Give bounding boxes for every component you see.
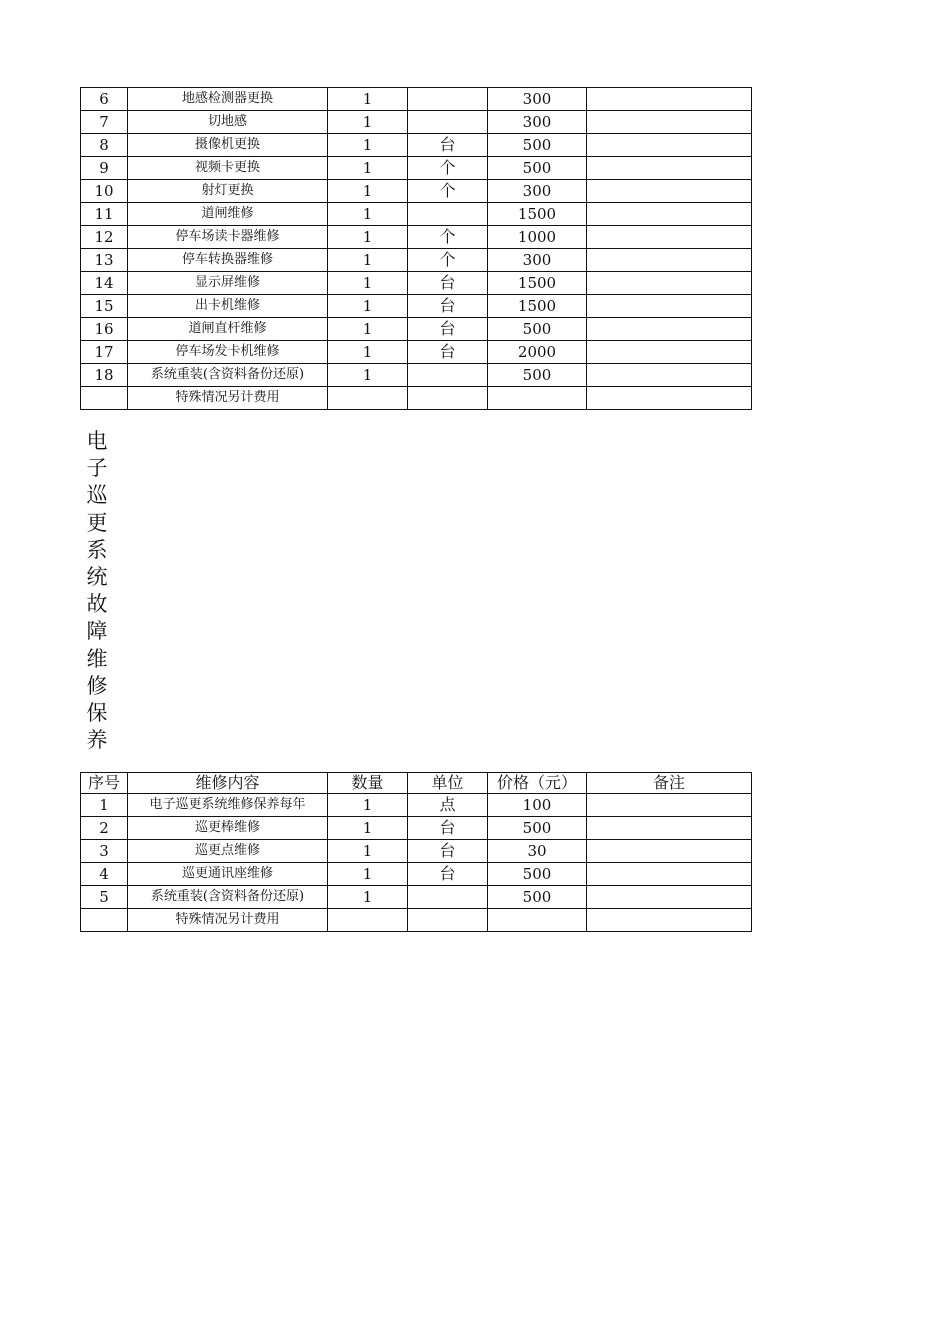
section-title-char: 电	[86, 429, 108, 453]
table-row	[81, 157, 752, 180]
section-title-char: 子	[86, 456, 108, 481]
remark	[587, 272, 752, 295]
quantity	[328, 387, 408, 410]
unit: 台	[408, 840, 488, 863]
price: 300	[488, 180, 587, 203]
quantity: 1	[328, 88, 408, 111]
price: 300	[488, 249, 587, 272]
item-description: 道闸维修	[128, 203, 328, 226]
remark	[587, 157, 752, 180]
quantity: 1	[328, 817, 408, 840]
row-number: 8	[81, 134, 128, 157]
unit: 个	[408, 249, 488, 272]
item-description: 摄像机更换	[128, 134, 328, 157]
row-number	[81, 387, 128, 410]
price: 1500	[488, 272, 587, 295]
item-description: 系统重装(含资料备份还原)	[128, 364, 328, 387]
price	[488, 387, 587, 410]
remark	[587, 794, 752, 817]
section-title-char: 更	[86, 510, 108, 535]
quantity: 1	[328, 203, 408, 226]
price: 500	[488, 364, 587, 387]
section-title-char: 障	[86, 619, 108, 644]
price: 1000	[488, 226, 587, 249]
quantity: 1	[328, 111, 408, 134]
unit: 台	[408, 863, 488, 886]
unit: 个	[408, 157, 488, 180]
unit: 台	[408, 295, 488, 318]
remark	[587, 295, 752, 318]
table-row	[81, 88, 752, 111]
table-row	[81, 364, 752, 387]
quantity: 1	[328, 180, 408, 203]
header-item: 维修内容	[128, 773, 328, 794]
section-title-char: 修	[86, 673, 108, 698]
table-row	[81, 226, 752, 249]
section-title-char: 系	[86, 537, 108, 562]
row-number: 17	[81, 341, 128, 364]
row-number: 2	[81, 817, 128, 840]
row-number: 4	[81, 863, 128, 886]
item-description: 停车转换器维修	[128, 249, 328, 272]
row-number: 14	[81, 272, 128, 295]
price: 2000	[488, 341, 587, 364]
unit: 个	[408, 180, 488, 203]
price: 100	[488, 794, 587, 817]
remark	[587, 909, 752, 932]
unit	[408, 364, 488, 387]
item-description: 停车场发卡机维修	[128, 341, 328, 364]
remark	[587, 134, 752, 157]
table-row	[81, 387, 752, 410]
price: 500	[488, 318, 587, 341]
unit	[408, 909, 488, 932]
section-title-char: 维	[86, 646, 108, 671]
item-description: 特殊情况另计费用	[128, 909, 328, 932]
quantity: 1	[328, 318, 408, 341]
item-description: 出卡机维修	[128, 295, 328, 318]
item-description: 巡更棒维修	[128, 817, 328, 840]
header-price: 价格（元）	[488, 773, 587, 794]
table-row	[81, 817, 752, 840]
unit: 点	[408, 794, 488, 817]
table-header-row	[81, 773, 752, 794]
row-number: 11	[81, 203, 128, 226]
quantity: 1	[328, 364, 408, 387]
table-row	[81, 295, 752, 318]
header-unit: 单位	[408, 773, 488, 794]
header-number: 序号	[81, 773, 128, 794]
item-description: 电子巡更系统维修保养每年	[128, 794, 328, 817]
unit: 个	[408, 226, 488, 249]
unit: 台	[408, 318, 488, 341]
row-number: 18	[81, 364, 128, 387]
item-description: 视频卡更换	[128, 157, 328, 180]
remark	[587, 886, 752, 909]
row-number: 3	[81, 840, 128, 863]
remark	[587, 364, 752, 387]
row-number: 12	[81, 226, 128, 249]
remark	[587, 180, 752, 203]
quantity: 1	[328, 157, 408, 180]
table-row	[81, 134, 752, 157]
item-description: 道闸直杆维修	[128, 318, 328, 341]
quantity: 1	[328, 886, 408, 909]
price: 300	[488, 88, 587, 111]
remark	[587, 840, 752, 863]
row-number: 7	[81, 111, 128, 134]
section-title-char: 统	[86, 565, 108, 590]
unit	[408, 88, 488, 111]
row-number: 6	[81, 88, 128, 111]
price: 500	[488, 886, 587, 909]
item-description: 巡更点维修	[128, 840, 328, 863]
quantity: 1	[328, 226, 408, 249]
table-row	[81, 318, 752, 341]
remark	[587, 249, 752, 272]
table-row	[81, 840, 752, 863]
unit: 台	[408, 817, 488, 840]
row-number: 10	[81, 180, 128, 203]
row-number	[81, 909, 128, 932]
table-row	[81, 180, 752, 203]
item-description: 地感检测器更换	[128, 88, 328, 111]
section-title	[84, 428, 110, 754]
quantity: 1	[328, 272, 408, 295]
price: 500	[488, 157, 587, 180]
table-row	[81, 863, 752, 886]
section-title-char: 养	[86, 728, 108, 753]
unit: 台	[408, 341, 488, 364]
row-number: 5	[81, 886, 128, 909]
row-number: 15	[81, 295, 128, 318]
row-number: 16	[81, 318, 128, 341]
table-row	[81, 249, 752, 272]
quantity: 1	[328, 840, 408, 863]
price: 30	[488, 840, 587, 863]
quantity: 1	[328, 794, 408, 817]
table-row	[81, 794, 752, 817]
header-quantity: 数量	[328, 773, 408, 794]
unit	[408, 111, 488, 134]
header-remark: 备注	[587, 773, 752, 794]
parking-repair-table	[80, 87, 752, 410]
remark	[587, 863, 752, 886]
price: 300	[488, 111, 587, 134]
table-row	[81, 909, 752, 932]
unit	[408, 203, 488, 226]
item-description: 系统重装(含资料备份还原)	[128, 886, 328, 909]
price: 500	[488, 817, 587, 840]
table-row	[81, 111, 752, 134]
row-number: 1	[81, 794, 128, 817]
table-row	[81, 886, 752, 909]
table-row	[81, 203, 752, 226]
row-number: 13	[81, 249, 128, 272]
price: 500	[488, 863, 587, 886]
section-title-char: 保	[86, 701, 108, 726]
quantity	[328, 909, 408, 932]
item-description: 切地感	[128, 111, 328, 134]
price: 500	[488, 134, 587, 157]
table-row	[81, 341, 752, 364]
quantity: 1	[328, 134, 408, 157]
item-description: 巡更通讯座维修	[128, 863, 328, 886]
quantity: 1	[328, 295, 408, 318]
price: 1500	[488, 203, 587, 226]
remark	[587, 387, 752, 410]
quantity: 1	[328, 863, 408, 886]
price: 1500	[488, 295, 587, 318]
item-description: 显示屏维修	[128, 272, 328, 295]
remark	[587, 226, 752, 249]
item-description: 射灯更换	[128, 180, 328, 203]
remark	[587, 88, 752, 111]
unit: 台	[408, 134, 488, 157]
quantity: 1	[328, 341, 408, 364]
remark	[587, 318, 752, 341]
item-description: 停车场读卡器维修	[128, 226, 328, 249]
quantity: 1	[328, 249, 408, 272]
remark	[587, 111, 752, 134]
price	[488, 909, 587, 932]
patrol-repair-table	[80, 772, 752, 932]
item-description: 特殊情况另计费用	[128, 387, 328, 410]
table-row	[81, 272, 752, 295]
unit	[408, 387, 488, 410]
section-title-char: 故	[86, 592, 108, 617]
remark	[587, 341, 752, 364]
row-number: 9	[81, 157, 128, 180]
unit	[408, 886, 488, 909]
remark	[587, 817, 752, 840]
unit: 台	[408, 272, 488, 295]
remark	[587, 203, 752, 226]
section-title-char: 巡	[86, 483, 108, 508]
